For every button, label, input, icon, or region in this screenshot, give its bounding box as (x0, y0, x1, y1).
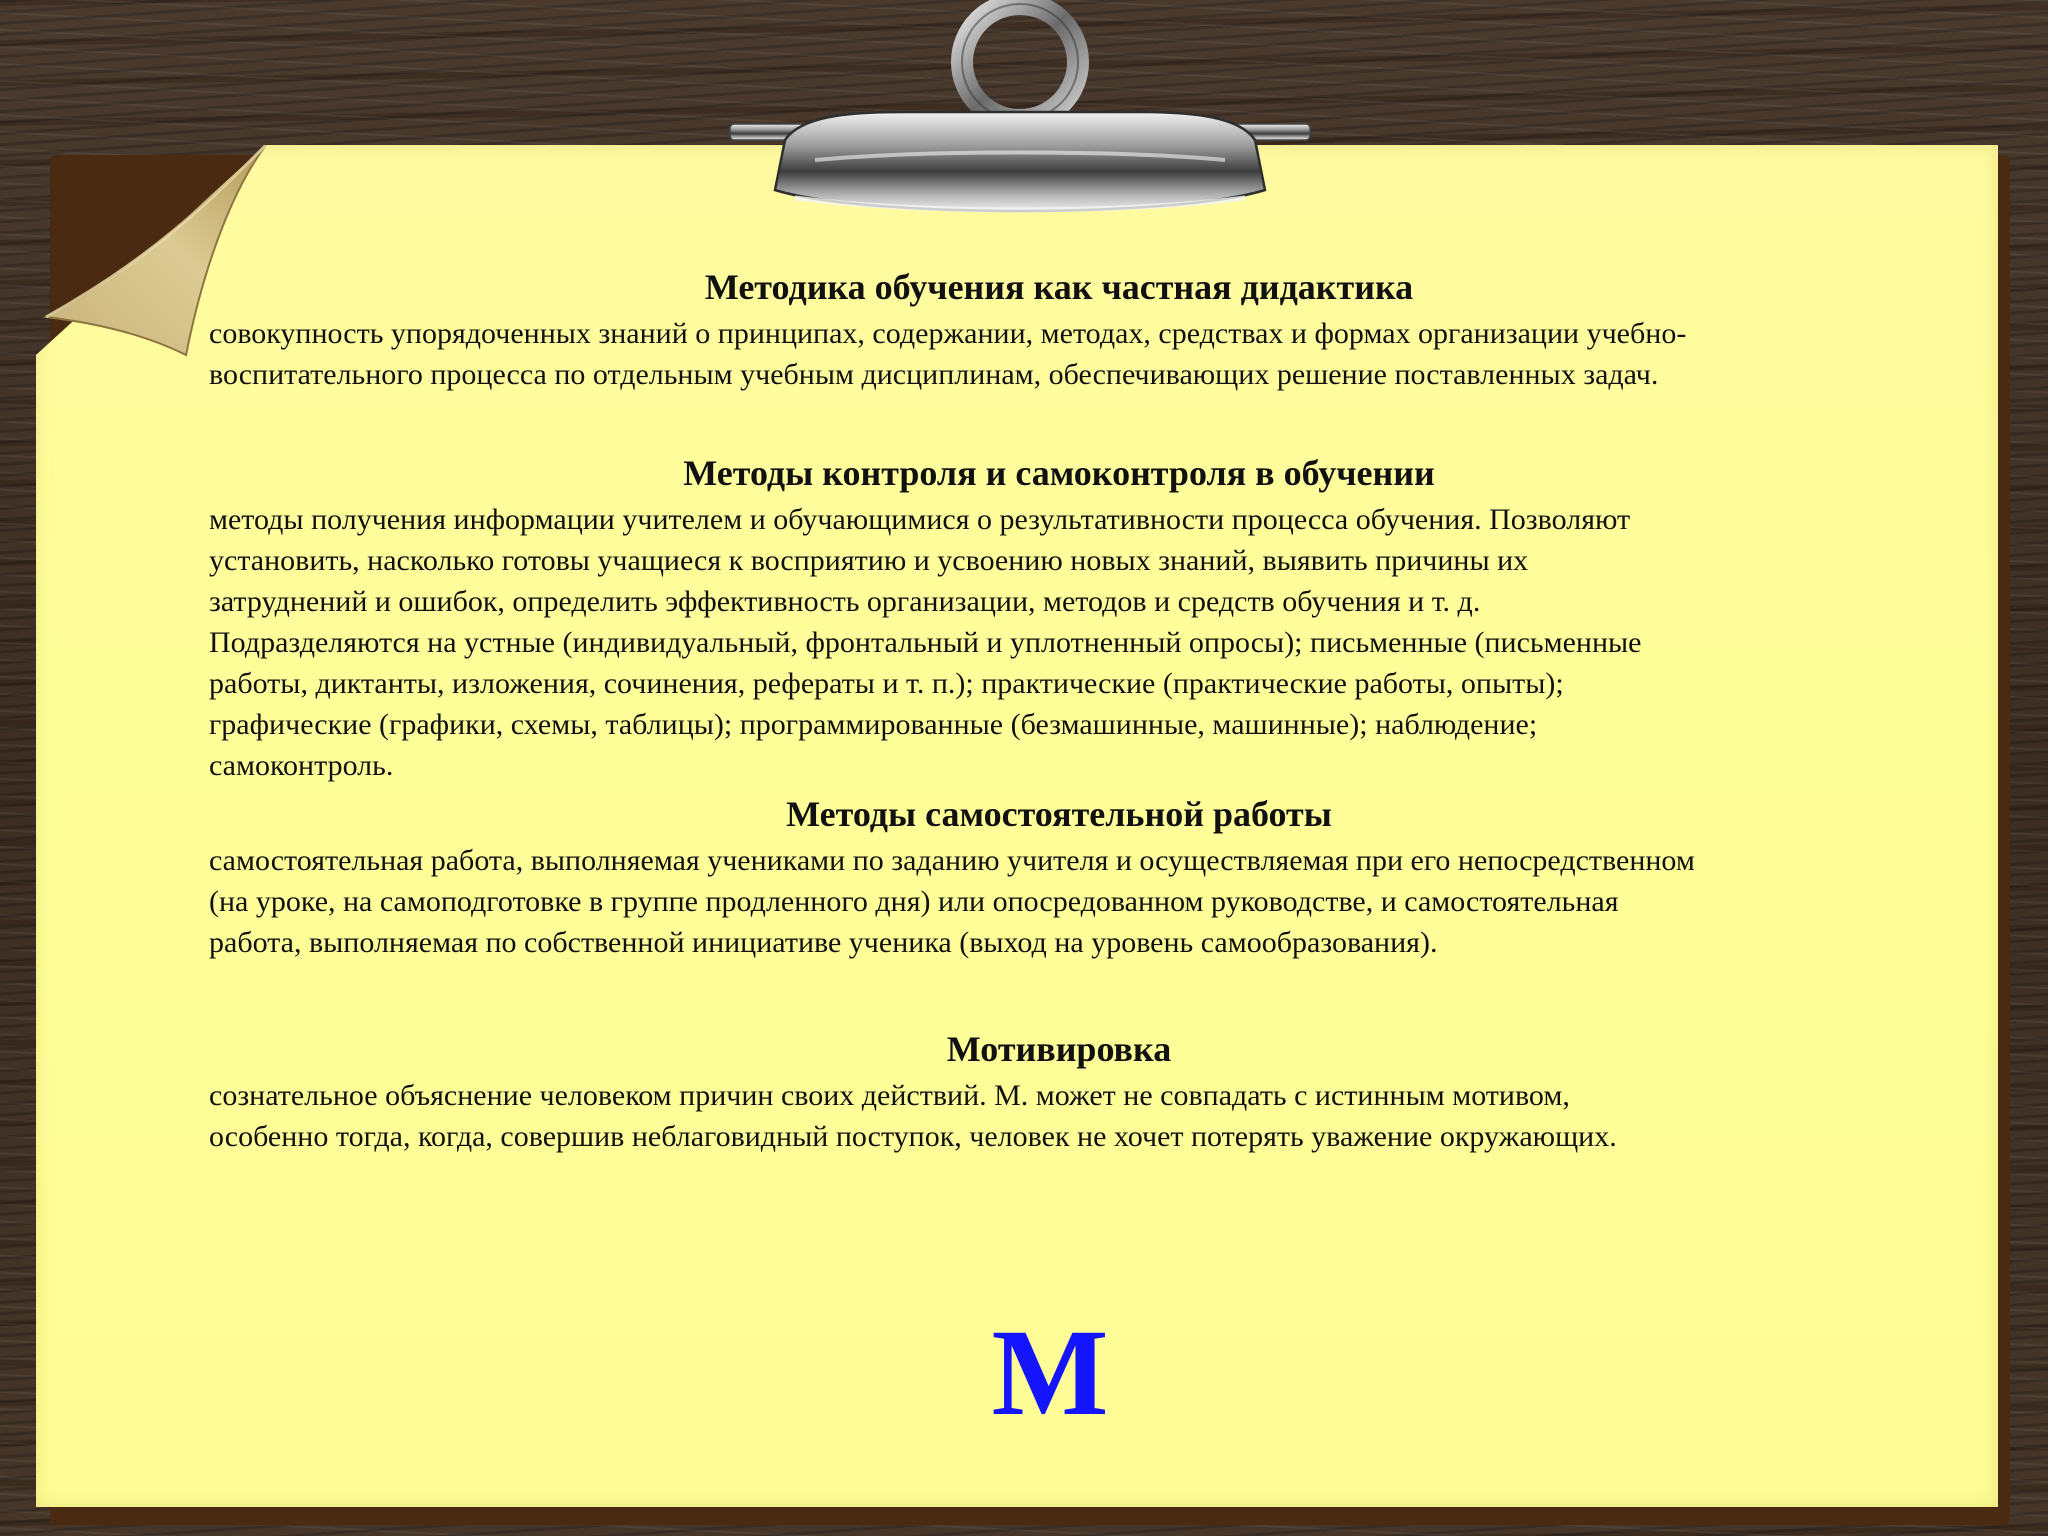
definition-section-control-methods (209, 451, 1909, 786)
text-line: сознательное объяснение человеком причин своих действий. М. может не совпадать с истинным мотивом, (209, 1079, 1570, 1112)
section-text (209, 313, 1909, 395)
section-text (209, 499, 1909, 786)
alphabet-letter-marker: М (991, 1304, 1109, 1441)
text-line: (на уроке, на самоподготовке в группе продленного дня) или опосредованном руководстве, и самостоятельная (209, 885, 1619, 918)
definition-section-independent-work (209, 792, 1909, 963)
section-title: Методы контроля и самоконтроля в обучении (683, 453, 1435, 493)
definition-section-didactics (209, 265, 1909, 395)
clipboard-clip-icon (725, 0, 1315, 225)
section-text (209, 840, 1909, 963)
text-line: графические (графики, схемы, таблицы); программированные (безмашинные, машинные); наблюдение; (209, 708, 1538, 741)
text-line: установить, насколько готовы учащиеся к восприятию и усвоению новых знаний, выявить причины их (209, 544, 1529, 577)
text-line: воспитательного процесса по отдельным учебным дисциплинам, обеспечивающих решение поставленных задач. (209, 358, 1659, 391)
text-line: совокупность упорядоченных знаний о принципах, содержании, методах, средствах и формах организации учебно- (209, 317, 1687, 350)
section-title: Методика обучения как частная дидактика (704, 267, 1414, 307)
text-line: работа, выполняемая по собственной инициативе ученика (выход на уровень самообразования). (209, 926, 1438, 959)
section-title: Методы самостоятельной работы (786, 794, 1332, 834)
text-line: самоконтроль. (209, 749, 394, 782)
text-line: особенно тогда, когда, совершив неблаговидный поступок, человек не хочет потерять уважение окружающих. (209, 1120, 1617, 1153)
text-line: Подразделяются на устные (индивидуальный, фронтальный и уплотненный опросы); письменные (письменные (209, 626, 1642, 659)
section-text (209, 1075, 1909, 1157)
text-line: затруднений и ошибок, определить эффективность организации, методов и средств обучения и т. д. (209, 585, 1481, 618)
text-line: самостоятельная работа, выполняемая учениками по заданию учителя и осуществляемая при его непосредственном (209, 844, 1695, 877)
text-line: методы получения информации учителем и обучающимися о результативности процесса обучения. Позволяют (209, 503, 1631, 536)
definition-section-motivation (209, 1027, 1909, 1157)
definitions-content (209, 265, 1909, 1157)
text-line: работы, диктанты, изложения, сочинения, рефераты и т. п.); практические (практические работы, опыты); (209, 667, 1564, 700)
section-title: Мотивировка (946, 1029, 1172, 1069)
